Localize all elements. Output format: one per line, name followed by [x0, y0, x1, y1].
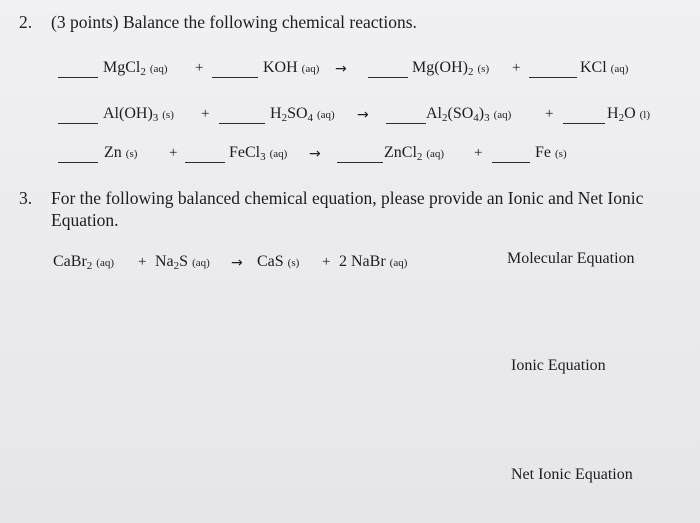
product-mgoh2: Mg(OH)2 (s): [412, 59, 490, 78]
coefficient-blank: [219, 123, 265, 124]
coefficient-blank: [337, 162, 383, 163]
coefficient-blank: [212, 77, 258, 78]
product-nabr: 2 NaBr (aq): [339, 253, 408, 270]
molecular-equation-label: Molecular Equation: [507, 250, 635, 267]
ionic-equation-label: Ionic Equation: [511, 357, 606, 374]
plus-sign: +: [512, 60, 521, 76]
question-2-number: 2.: [19, 12, 33, 32]
coefficient-blank: [58, 77, 98, 78]
reaction-arrow: →: [357, 107, 369, 123]
reactant-aloh3: Al(OH)3 (s): [103, 105, 174, 124]
product-al2so43: Al2(SO4)3 (aq): [426, 105, 512, 124]
product-kcl: KCl (aq): [580, 59, 629, 76]
plus-sign: +: [474, 145, 483, 161]
question-3-title-line-2: Equation.: [51, 210, 119, 230]
question-3-title-line-1: For the following balanced chemical equation, please provide an Ionic and Net Ionic: [51, 188, 644, 208]
coefficient-blank: [529, 77, 577, 78]
coefficient-blank: [492, 162, 530, 163]
reaction-arrow: →: [309, 146, 321, 162]
plus-sign: +: [169, 145, 178, 161]
plus-sign: +: [545, 106, 554, 122]
plus-sign: +: [195, 60, 204, 76]
coefficient-blank: [58, 162, 98, 163]
coefficient-blank: [58, 123, 98, 124]
reactant-koh: KOH (aq): [263, 59, 320, 76]
product-cas: CaS (s): [257, 253, 300, 270]
coefficient-blank: [386, 123, 426, 124]
reactant-fecl3: FeCl3 (aq): [229, 144, 288, 163]
question-2-title: (3 points) Balance the following chemical reactions.: [51, 12, 417, 32]
product-h2o: H2O (l): [607, 105, 651, 124]
product-fe: Fe (s): [535, 144, 567, 161]
reactant-mgcl2: MgCl2 (aq): [103, 59, 168, 78]
plus-sign: +: [201, 106, 210, 122]
plus-sign: +: [138, 254, 147, 270]
reaction-arrow: →: [231, 255, 243, 271]
reactant-na2s: Na2S (aq): [155, 253, 210, 272]
product-zncl2: ZnCl2 (aq): [384, 144, 445, 163]
reactant-cabr2: CaBr2 (aq): [53, 253, 114, 272]
reaction-arrow: →: [335, 61, 347, 77]
coefficient-blank: [368, 77, 408, 78]
net-ionic-equation-label: Net Ionic Equation: [511, 466, 633, 483]
reactant-zn: Zn (s): [104, 144, 138, 161]
question-3-number: 3.: [19, 188, 33, 208]
coefficient-blank: [185, 162, 225, 163]
coefficient-blank: [563, 123, 605, 124]
plus-sign: +: [322, 254, 331, 270]
reactant-h2so4: H2SO4 (aq): [270, 105, 335, 124]
